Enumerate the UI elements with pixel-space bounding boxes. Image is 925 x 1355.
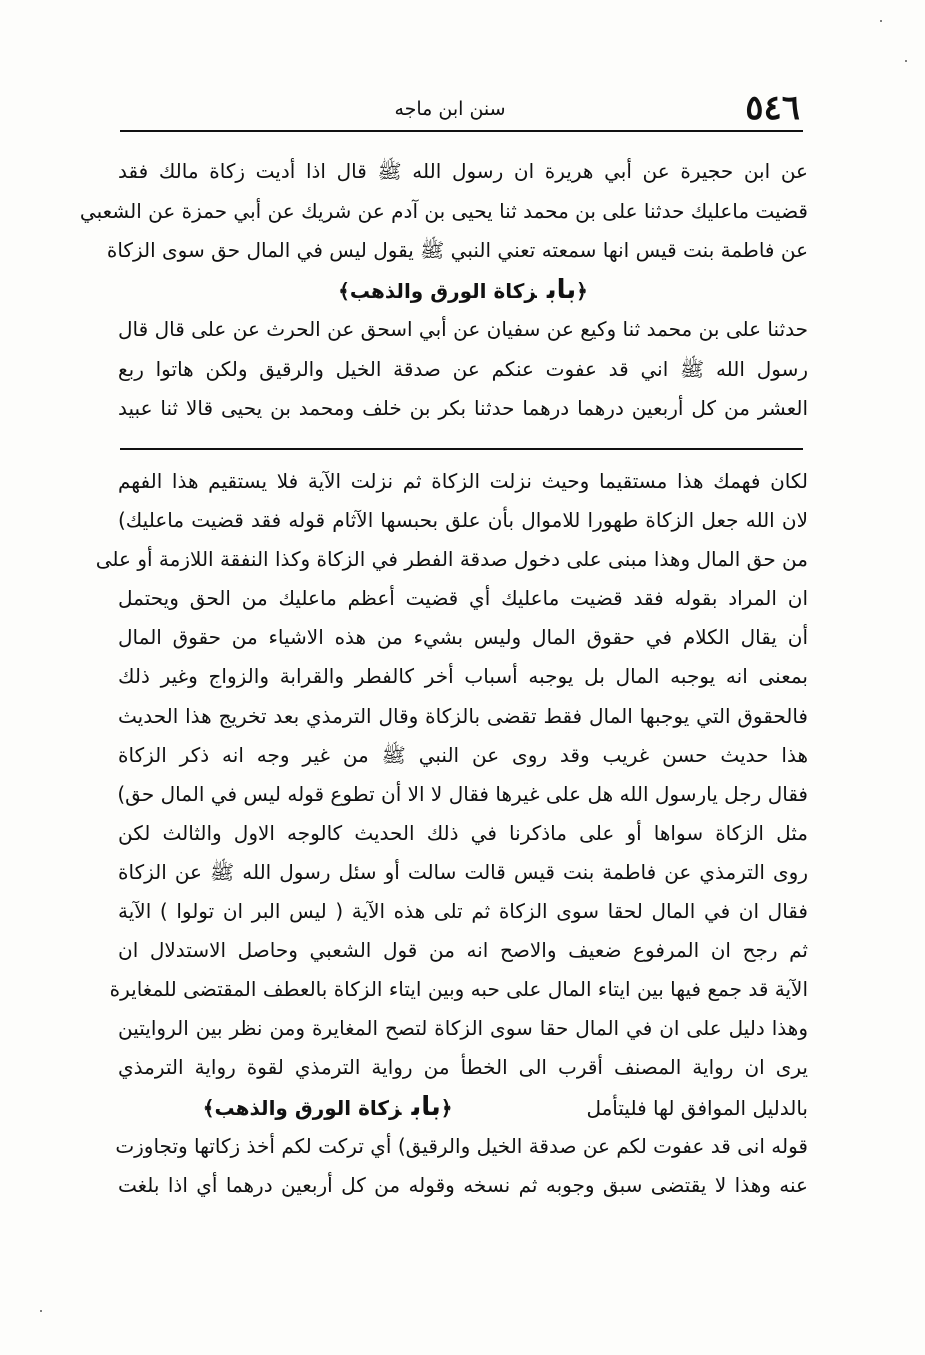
commentary-line: عنه وهذا لا يقتضى سبق وجوبه ثم نسخه وقوله من كل أربعين درهما أي اذا بلغت <box>118 1172 808 1197</box>
commentary-line: لكان فهمك هذا مستقيما وحيث نزلت الزكاة ثم نزلت الآية فلا يستقيم هذا الفهم <box>118 469 808 493</box>
commentary-line: ان المراد بقوله فقد قضيت ماعليك أي قضيت أعظم ماعليك من الحق ويحتمل <box>118 586 808 611</box>
page-number: ٥٤٦ <box>745 88 800 128</box>
chapter-title: زكاة الورق والذهب <box>349 278 537 303</box>
hadith-line: قضيت ماعليك حدثنا على بن محمد ثنا يحيى بن آدم عن شريك عن أبي حمزة عن الشعبي <box>79 198 808 223</box>
commentary-line: من حق المال وهذا مبنى على دخول صدقة الفطر في الزكاة وكذا النفقة اللازمة أو على <box>95 547 808 572</box>
commentary-line: لان الله جعل الزكاة طهورا للاموال بأن علق بحبسها الآثام قوله فقد قضيت ماعليك) <box>118 508 808 533</box>
commentary-chapter-title: زكاة الورق والذهب <box>214 1095 402 1120</box>
chapter-bab-label: باب <box>546 274 577 305</box>
scan-speck <box>40 1310 42 1312</box>
commentary-line: فقال رجل يارسول الله هل على غيرها فقال لا الا أن تطوع قوله ليس في المال حق) <box>117 781 808 806</box>
chapter-heading: ﴿بابزكاة الورق والذهب﴾ <box>338 274 588 305</box>
commentary-line: بمعنى انه يوجبه المال بل يوجبه أسباب أخر كالفطر والقرابة والزواج وغير ذلك <box>118 664 808 689</box>
commentary-line: بالدليل الموافق لها فليتأمل <box>586 1095 808 1120</box>
commentary-line: قوله انى قد عفوت لكم عن صدقة الخيل والرقيق) أي تركت لكم أخذ زكاتها وتجاوزت <box>115 1133 808 1158</box>
commentary-line: أن يقال الكلام في حقوق المال وليس بشيء من هذه الاشياء من حقوق المال <box>118 625 808 650</box>
commentary-line: الآية قد جمع فيها بين ايتاء المال على حبه وبين ايتاء الزكاة بالعطف المقتضى للمغايرة <box>109 977 808 1002</box>
hadith-line: عن فاطمة بنت قيس انها سمعته تعني النبي ﷺ يقول ليس في المال حق سوى الزكاة <box>106 238 808 262</box>
commentary-line: هذا حديث حسن غريب وقد روى عن النبي ﷺ من غير وجه انه ذكر الزكاة <box>118 742 808 767</box>
hadith-line: العشر من كل أربعين درهما درهما حدثنا بكر بن خلف ومحمد بن يحيى قالا ثنا عبيد <box>118 396 808 420</box>
commentary-line: مثل الزكاة سواها أو على ماذكرنا في ذلك الحديث كالوجه الاول والثالث لكن <box>118 820 808 845</box>
scan-speck <box>880 20 882 22</box>
commentary-line: ثم رجح ان المرفوع ضعيف والاصح انه من قول الشعبي وحاصل الاستدلال ان <box>118 938 808 963</box>
section-divider-rule <box>120 448 803 450</box>
hadith-text <box>79 152 808 429</box>
hadith-line: عن ابن حجيرة عن أبي هريرة ان رسول الله ﷺ قال اذا أديت زكاة مالك فقد <box>118 159 808 183</box>
running-title: سنن ابن ماجه <box>350 96 550 122</box>
commentary-bab-label: باب <box>411 1091 441 1122</box>
commentary-line: فالحقوق التي يوجبها المال فقط تقضى بالزكاة وقال الترمذي بعد تخريج هذا الحديث <box>118 703 808 728</box>
scan-speck <box>905 60 907 62</box>
hadith-line: حدثنا على بن محمد ثنا وكيع عن سفيان عن أبي اسحق عن الحرث عن على قال قال <box>118 317 808 341</box>
commentary-line: وهذا دليل على ان في المال حقا سوى الزكاة لتصح المغايرة ومن نظر بين الروايتين <box>118 1016 808 1041</box>
commentary-line: يرى ان رواية المصنف أقرب الى الخطأ من رواية الترمذي لقوة رواية الترمذي <box>118 1055 808 1080</box>
commentary-heading-line: بالدليل الموافق لها فليتأمل ﴿بابزكاة الورق والذهب﴾ <box>202 1091 808 1122</box>
commentary-line: فقال ان في المال لحقا سوى الزكاة ثم تلى هذه الآية ( ليس البر ان تولوا ) الآية <box>118 899 808 924</box>
commentary-line: روى الترمذي عن فاطمة بنت قيس قالت سالت أو سئل رسول الله ﷺ عن الزكاة <box>118 859 808 884</box>
hadith-line: رسول الله ﷺ اني قد عفوت عنكم عن صدقة الخيل والرقيق ولكن هاتوا ربع <box>118 356 808 381</box>
page-header <box>120 88 800 128</box>
commentary-text <box>95 462 808 1205</box>
header-rule <box>120 130 803 132</box>
